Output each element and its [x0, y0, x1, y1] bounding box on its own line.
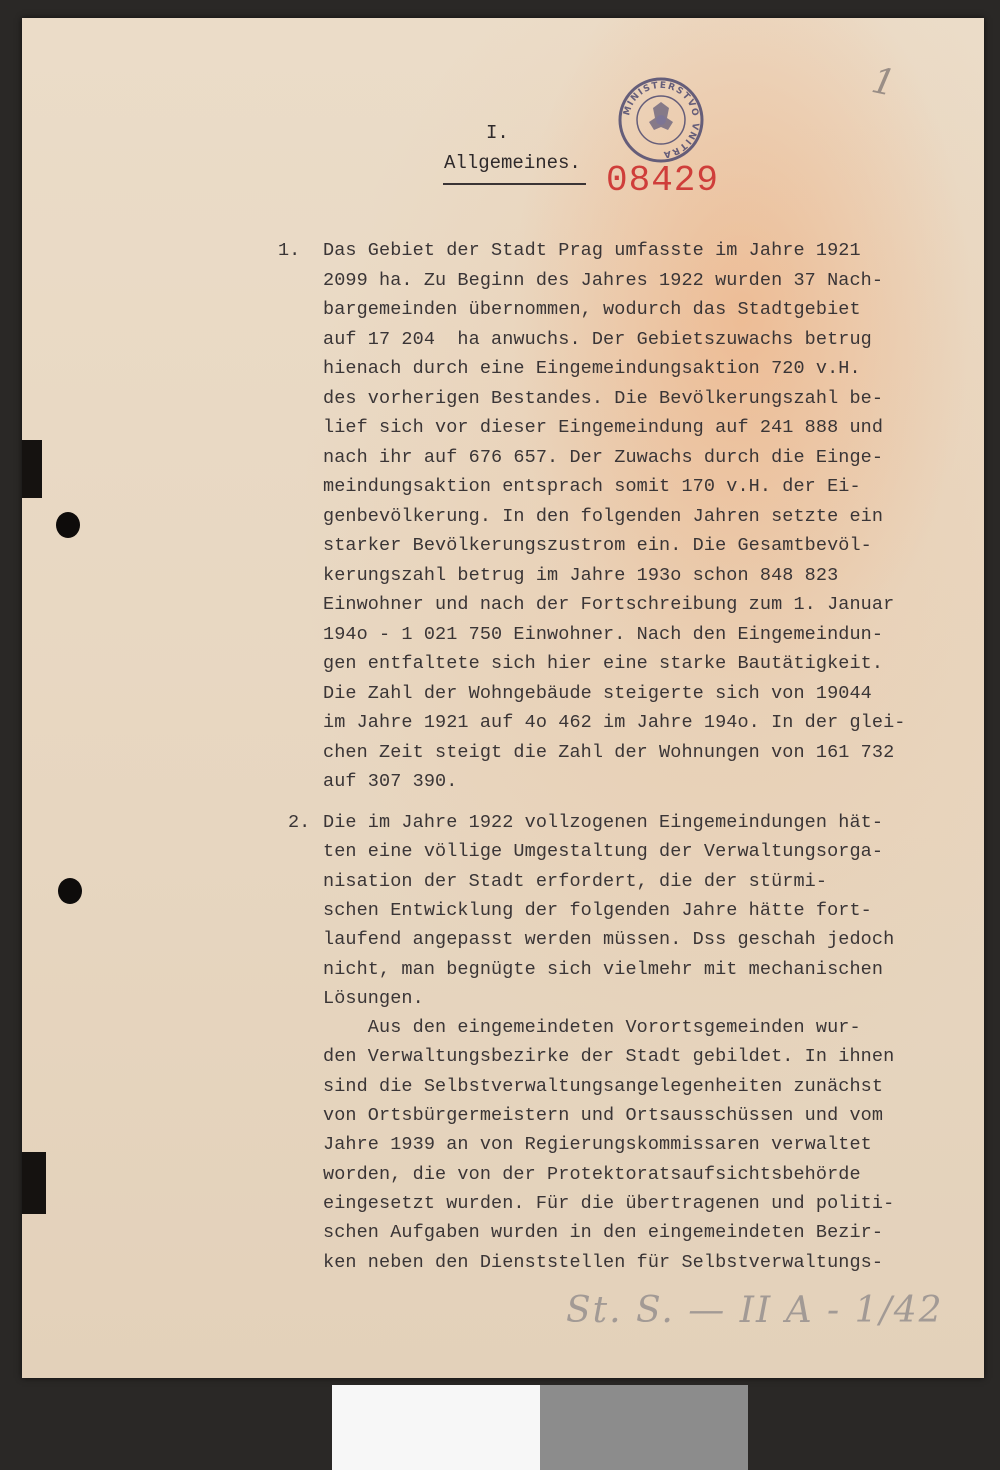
text-line: den Verwaltungsbezirke der Stadt gebildet. In ihnen	[323, 1046, 895, 1068]
text-line: schen Entwicklung der folgenden Jahre hätte fort-	[323, 899, 872, 921]
text-line: bargemeinden übernommen, wodurch das Stadtgebiet	[323, 299, 861, 320]
text-line: 194o - 1 021 750 Einwohner. Nach den Eingemeindun-	[323, 623, 884, 645]
text-line: eingesetzt wurden. Für die übertragenen und politi-	[323, 1192, 895, 1214]
text-line: von Ortsbürgermeistern und Ortsausschüssen und vom	[323, 1105, 884, 1126]
text-line: laufend angepasst werden müssen. Dss geschah jedoch	[323, 929, 895, 951]
handwritten-page-number: 1	[867, 60, 899, 105]
section-number-2: 2.	[288, 812, 311, 833]
text-line: Jahre 1939 an von Regierungskommissaren verwaltet	[323, 1134, 872, 1156]
text-line: Die Zahl der Wohngebäude steigerte sich von 19044	[323, 682, 872, 704]
text-line: worden, die von der Protektoratsaufsichtsbehörde	[323, 1163, 861, 1185]
text-line: 2099 ha. Zu Beginn des Jahres 1922 wurden 37 Nach-	[323, 269, 884, 291]
text-line: genbevölkerung. In den folgenden Jahren setzte ein	[323, 505, 884, 527]
text-line: nicht, man begnügte sich vielmehr mit mechanischen	[323, 958, 884, 980]
text-line: lief sich vor dieser Eingemeindung auf 241 888 und	[323, 417, 884, 438]
text-line: sind die Selbstverwaltungsangelegenheiten zunächst	[323, 1075, 884, 1097]
seal-text: MINISTERSTVO VNITRA	[622, 80, 701, 160]
registration-number-stamp: 08429	[606, 160, 720, 201]
text-line: Lösungen.	[323, 987, 424, 1009]
text-line: Die im Jahre 1922 vollzogenen Eingemeindungen hät-	[323, 812, 884, 833]
text-line: Das Gebiet der Stadt Prag umfasste im Jahre 1921	[323, 240, 861, 261]
text-line: Einwohner und nach der Fortschreibung zum 1. Januar	[323, 594, 895, 615]
binding-mark-bottom	[22, 1152, 46, 1214]
text-line: auf 17 204 ha anwuchs. Der Gebietszuwachs betrug	[323, 328, 872, 350]
handwritten-file-note: St. S. — II A - 1/42	[566, 1290, 944, 1331]
heading-underline	[443, 183, 586, 185]
punch-hole-bottom	[58, 878, 82, 904]
ministry-seal-icon	[617, 76, 705, 164]
text-line: nach ihr auf 676 657. Der Zuwachs durch die Einge-	[323, 446, 884, 468]
text-line: chen Zeit steigt die Zahl der Wohnungen von 161 732	[323, 741, 895, 763]
text-line: starker Bevölkerungszustrom ein. Die Gesamtbevöl-	[323, 535, 872, 556]
text-line: im Jahre 1921 auf 4o 462 im Jahre 194o. In der glei-	[323, 712, 906, 733]
text-line: ten eine völlige Umgestaltung der Verwaltungsorga-	[323, 841, 884, 863]
punch-hole-top	[56, 512, 80, 538]
text-line: kerungszahl betrug im Jahre 193o schon 848 823	[323, 564, 839, 586]
text-line: auf 307 390.	[323, 771, 458, 792]
text-line: schen Aufgaben wurden in den eingemeindeten Bezir-	[323, 1222, 884, 1244]
text-line: des vorherigen Bestandes. Die Bevölkerungszahl be-	[323, 387, 884, 409]
section-heading-number: I.	[486, 122, 509, 144]
section-number-1: 1.	[278, 240, 301, 261]
binding-mark-top	[22, 440, 42, 498]
text-line: hienach durch eine Eingemeindungsaktion 720 v.H.	[323, 358, 861, 379]
calibration-white	[332, 1385, 540, 1470]
text-line: ken neben den Dienststellen für Selbstverwaltungs-	[323, 1251, 884, 1273]
section-heading-title: Allgemeines.	[444, 152, 581, 174]
text-line: Aus den eingemeindeten Vorortsgemeinden wur-	[323, 1017, 861, 1039]
text-line: meindungsaktion entsprach somit 170 v.H. der Ei-	[323, 476, 861, 497]
text-line: nisation der Stadt erfordert, die der stürmi-	[323, 870, 828, 892]
text-line: gen entfaltete sich hier eine starke Bautätigkeit.	[323, 653, 884, 674]
calibration-gray	[540, 1385, 748, 1470]
